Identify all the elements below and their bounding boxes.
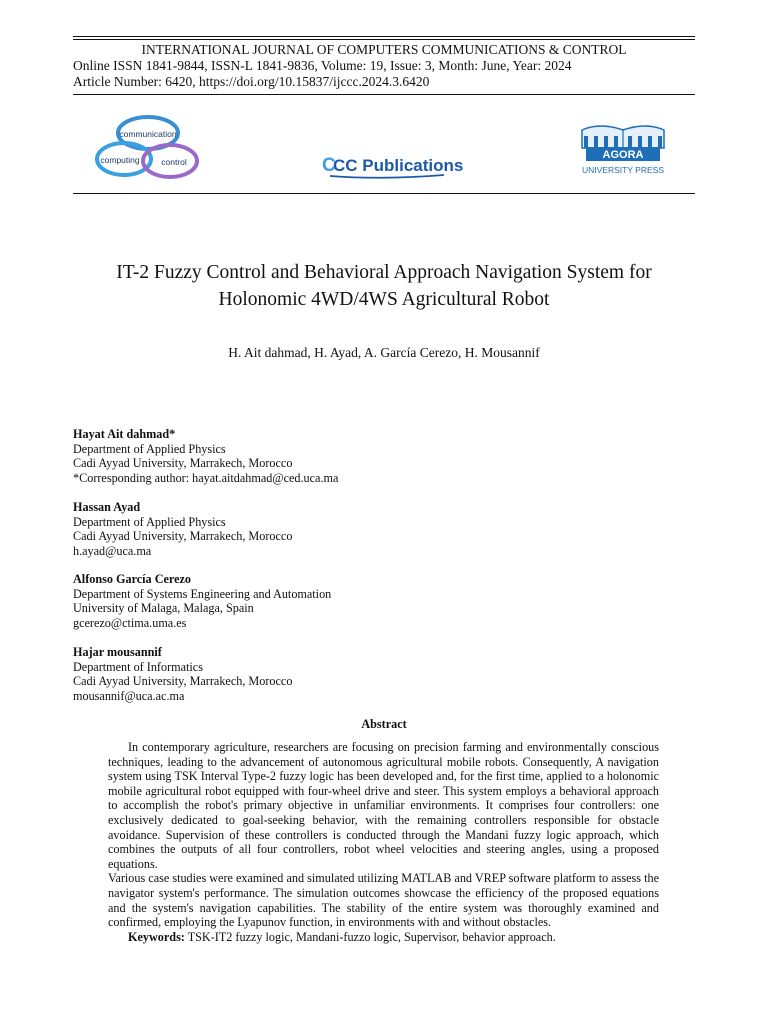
author-list: H. Ait dahmad, H. Ayad, A. García Cerezo, H. Mousannif bbox=[228, 345, 540, 360]
agora-logo bbox=[578, 120, 670, 178]
affiliation-1 bbox=[73, 427, 338, 485]
affiliation-3 bbox=[73, 572, 331, 630]
agora-name: AGORA bbox=[602, 149, 644, 161]
logo-rule bbox=[73, 193, 695, 194]
paper-title-line2: Holonomic 4WD/4WS Agricultural Robot bbox=[218, 289, 550, 310]
ccc-publications-logo bbox=[322, 150, 464, 180]
agora-subtitle: UNIVERSITY PRESS bbox=[581, 165, 665, 175]
affiliation-line: gcerezo@ctima.uma.es bbox=[73, 615, 187, 630]
venn-top-label: communication bbox=[119, 129, 177, 139]
affiliation-line: Department of Systems Engineering and Automation bbox=[73, 586, 332, 601]
venn-right-label: control bbox=[161, 157, 187, 167]
affiliation-line: University of Malaga, Malaga, Spain bbox=[73, 601, 254, 616]
affiliation-name: Alfonso García Cerezo bbox=[73, 572, 192, 586]
affiliation-2 bbox=[73, 500, 292, 558]
affiliation-line: Cadi Ayyad University, Marrakech, Morocco bbox=[73, 674, 293, 689]
abstract-body bbox=[108, 740, 659, 944]
keywords-text: TSK-IT2 fuzzy logic, Mandani-fuzzo logic, Supervisor, behavior approach. bbox=[187, 929, 556, 944]
affiliation-line: mousannif@uca.ac.ma bbox=[73, 688, 185, 703]
affiliation-line: Department of Informatics bbox=[73, 659, 203, 674]
venn-left-label: computing bbox=[100, 155, 140, 165]
affiliation-line: Cadi Ayyad University, Marrakech, Morocco bbox=[73, 529, 293, 544]
header-rule-bottom bbox=[73, 94, 695, 95]
affiliation-line: Cadi Ayyad University, Marrakech, Morocco bbox=[73, 456, 293, 471]
journal-name: INTERNATIONAL JOURNAL OF COMPUTERS COMMUNICATIONS & CONTROL bbox=[141, 42, 627, 57]
svg-text:C: C bbox=[322, 155, 336, 176]
venn-logo bbox=[92, 113, 204, 183]
affiliation-line: *Corresponding author: hayat.aitdahmad@ced.uca.ma bbox=[73, 470, 339, 485]
ccc-logo-text: CC Publications bbox=[333, 156, 464, 175]
abstract-paragraph-2: Various case studies were examined and simulated utilizing MATLAB and VREP software platform to assess the navigator system's performance. The simulation outcomes showcase the efficiency of the proposed equations and the system's navigation capabilities. The stability of the entire system was thoroughly examined and confirmed, employing the Lyapunov function, in environments with and without obstacles. bbox=[108, 871, 659, 930]
article-line: Article Number: 6420, https://doi.org/10.15837/ijccc.2024.3.6420 bbox=[73, 74, 430, 89]
affiliation-line: Department of Applied Physics bbox=[73, 514, 226, 529]
header-rule-top bbox=[73, 36, 695, 37]
affiliation-name: Hayat Ait dahmad* bbox=[73, 427, 176, 441]
affiliation-line: h.ayad@uca.ma bbox=[73, 543, 152, 558]
affiliation-4 bbox=[73, 645, 292, 703]
keywords-label: Keywords: bbox=[128, 929, 185, 944]
abstract-paragraph-1: In contemporary agriculture, researchers are focusing on precision farming and environmentally conscious techniques, leading to the advancement of autonomous agricultural mobile robots. Consequently, A navigation system using TSK Interval Type-2 fuzzy logic has been developed and, for the first time, applied to a holonomic mobile agricultural robot equipped with four-wheel drive and steer. This system employs a behavioral approach to accomplish the robot's primary objective in unfamiliar environments. It comprises four controllers: one exclusively dedicated to goal-seeking behavior, with the remaining controllers responsible for obstacle avoidance. Supervision of these controllers is conducted through the Mandani fuzzy logic approach, which combines the outputs of all four controllers, robot wheel velocities and steering angles, using a proposed equations. bbox=[108, 740, 659, 871]
paper-title-line1: IT-2 Fuzzy Control and Behavioral Approach Navigation System for bbox=[116, 262, 652, 283]
issn-line: Online ISSN 1841-9844, ISSN-L 1841-9836, Volume: 19, Issue: 3, Month: June, Year: 2024 bbox=[73, 58, 572, 73]
abstract-heading: Abstract bbox=[361, 717, 407, 731]
header-rule-top-2 bbox=[73, 39, 695, 40]
keywords bbox=[108, 930, 659, 945]
affiliation-name: Hajar mousannif bbox=[73, 645, 162, 659]
affiliation-name: Hassan Ayad bbox=[73, 500, 141, 514]
affiliation-line: Department of Applied Physics bbox=[73, 441, 226, 456]
